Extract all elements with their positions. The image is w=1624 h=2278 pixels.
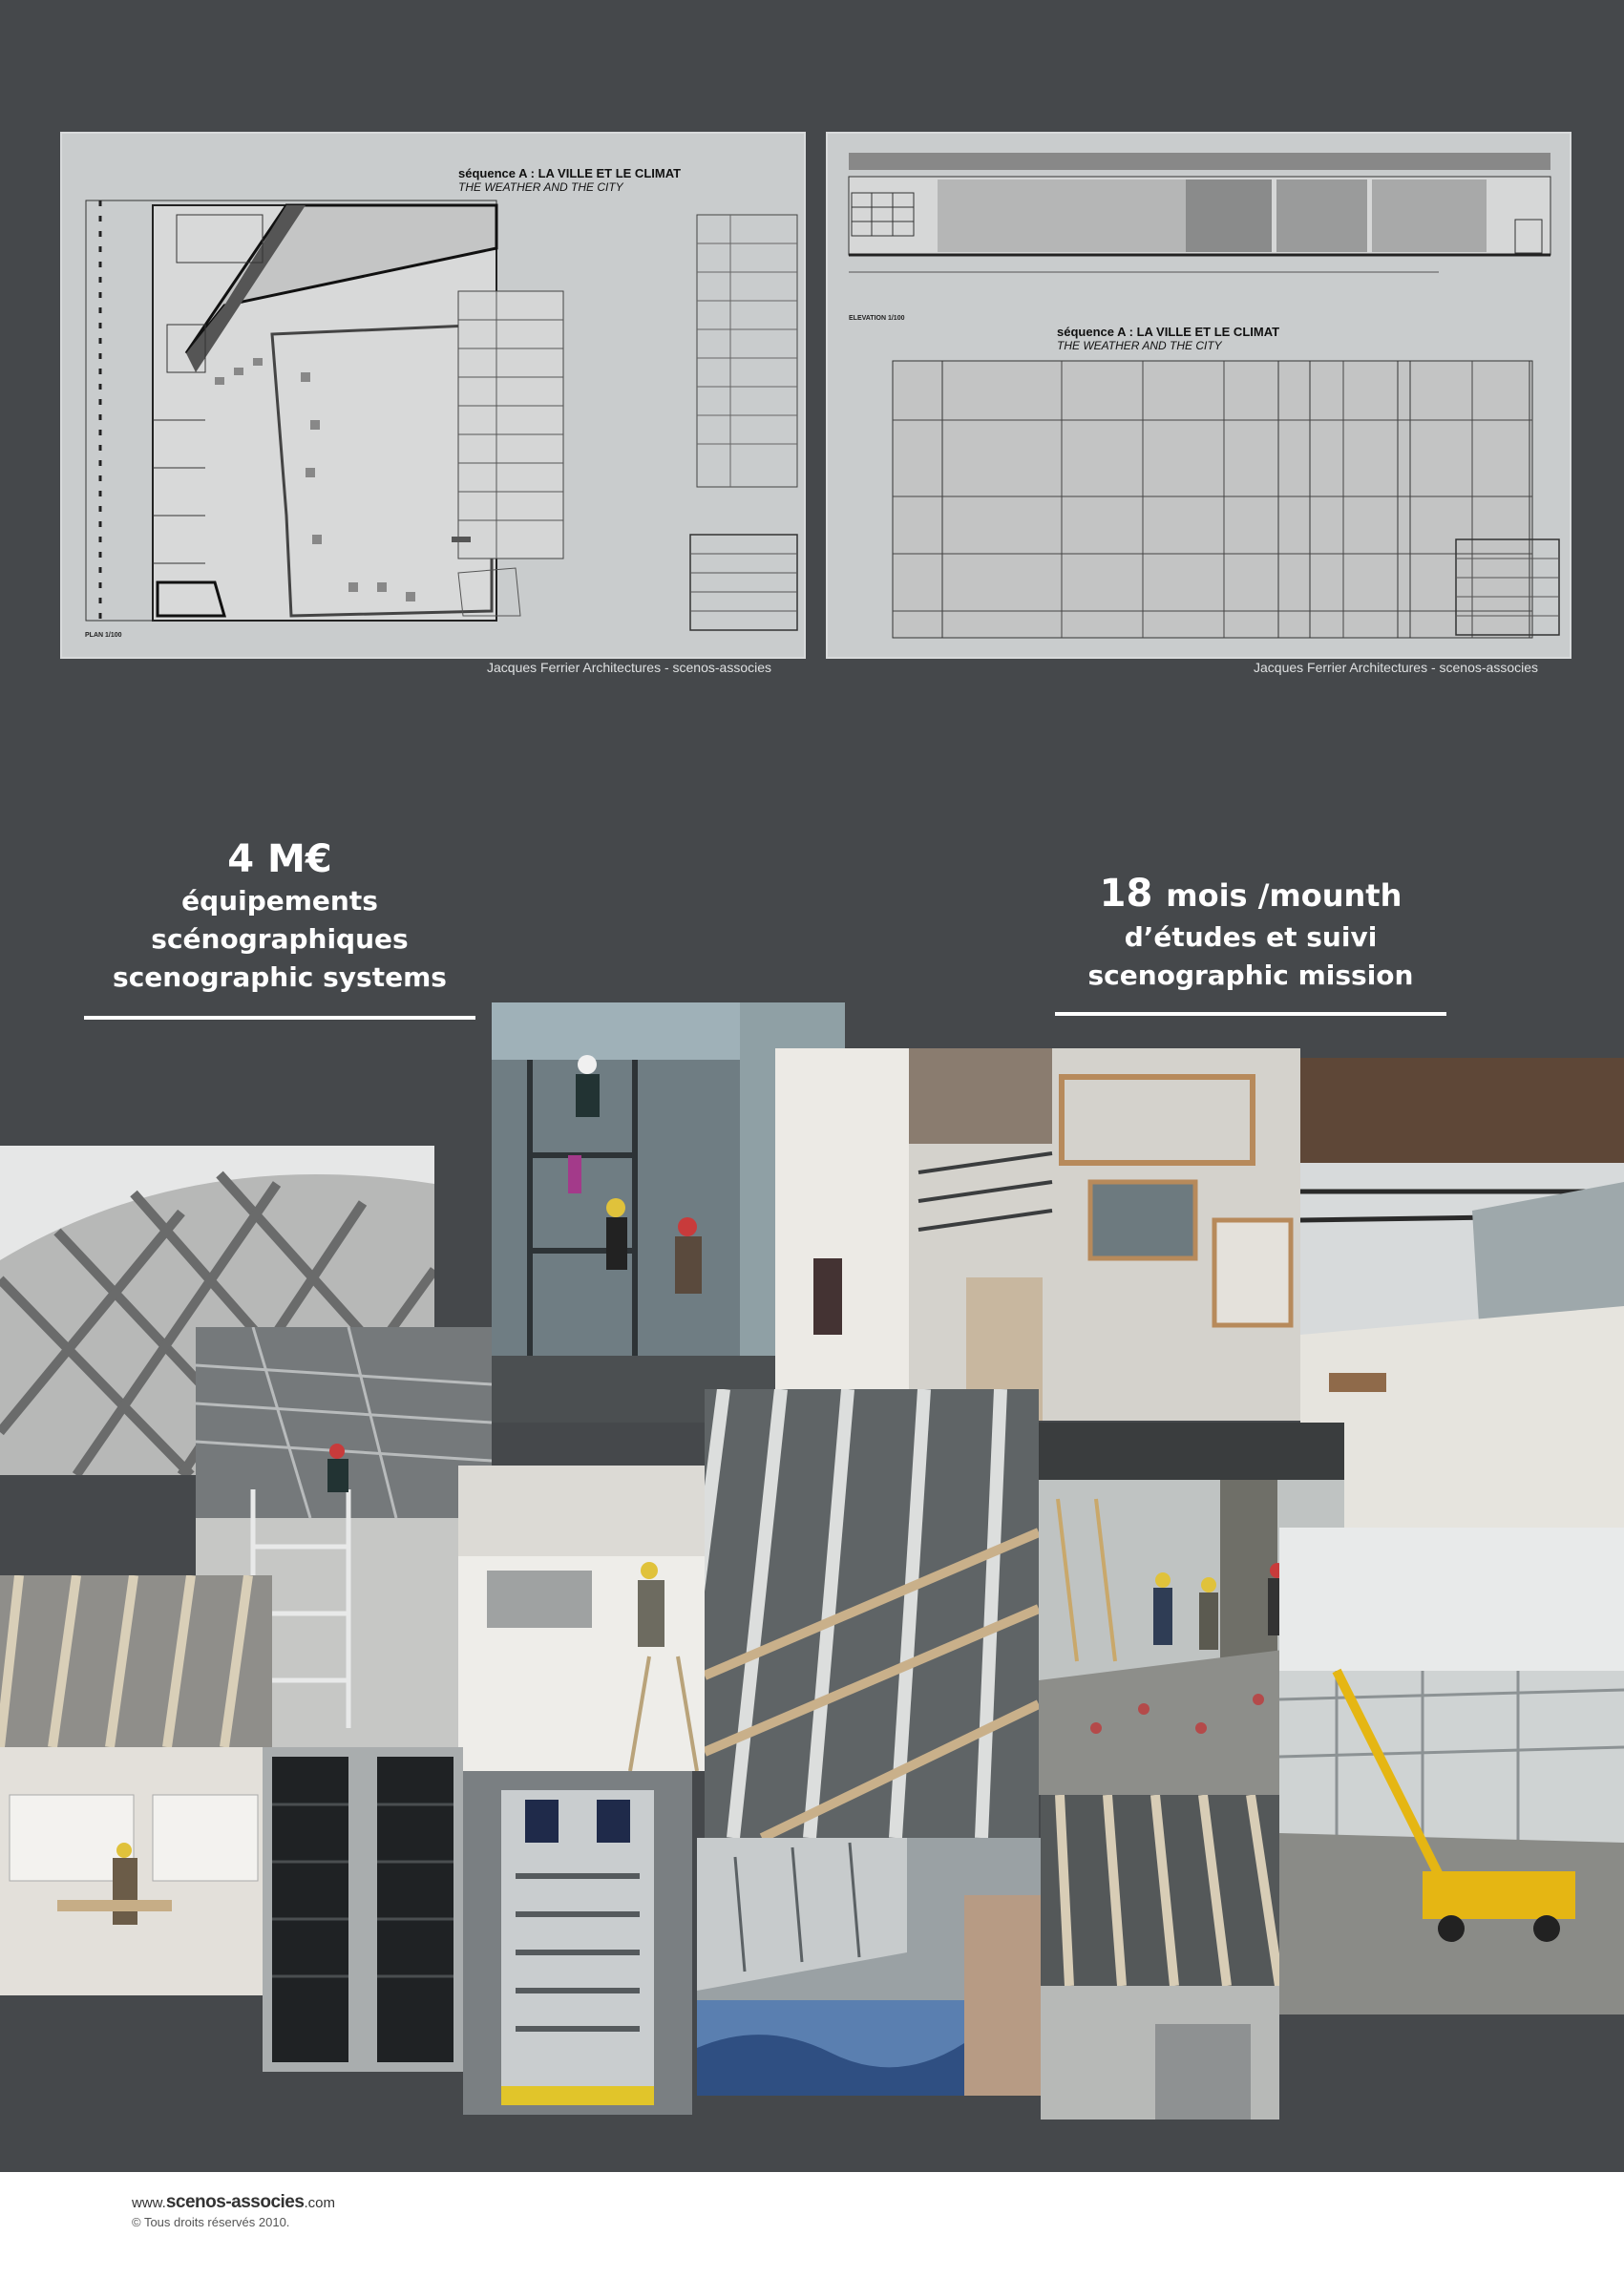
photo-electrical-cabinet bbox=[463, 1771, 692, 2115]
credit-left: Jacques Ferrier Architectures - scenos-associes bbox=[487, 660, 771, 675]
elevation-scale-label: ELEVATION 1/100 bbox=[849, 315, 905, 322]
site-suffix: .com bbox=[304, 2195, 335, 2211]
elevation-drawing bbox=[828, 134, 1570, 657]
website-link[interactable] bbox=[132, 2192, 335, 2213]
credit-right: Jacques Ferrier Architectures - scenos-associes bbox=[1254, 660, 1538, 675]
plan-drawing-sheet bbox=[60, 132, 806, 659]
budget-underline bbox=[84, 1016, 475, 1020]
sequence-prefix: séquence A : bbox=[1057, 325, 1133, 339]
photo-blue-mural bbox=[697, 1838, 1041, 2096]
duration-underline bbox=[1055, 1012, 1446, 1016]
budget-line-2: scenographic systems bbox=[113, 961, 447, 993]
duration-stat bbox=[1050, 871, 1451, 1016]
photo-display-niches bbox=[775, 1048, 1300, 1421]
sequence-title: LA VILLE ET LE CLIMAT bbox=[538, 166, 682, 180]
duration-value bbox=[1050, 871, 1451, 918]
budget-stat bbox=[74, 836, 485, 1020]
sequence-title: LA VILLE ET LE CLIMAT bbox=[1136, 325, 1280, 339]
sequence-heading-right bbox=[1057, 325, 1279, 352]
budget-line-1: équipements scénographiques bbox=[151, 885, 409, 955]
floor-plan-drawing bbox=[62, 134, 804, 657]
plan-scale-label: PLAN 1/100 bbox=[85, 632, 122, 639]
elevation-drawing-sheet bbox=[826, 132, 1571, 659]
sequence-heading-left bbox=[458, 166, 681, 194]
duration-unit: mois /mounth bbox=[1166, 877, 1403, 914]
sequence-prefix: séquence A : bbox=[458, 166, 535, 180]
budget-value: 4 M€ bbox=[227, 837, 332, 881]
photo-ceiling-slats bbox=[1041, 1795, 1279, 2120]
sequence-subtitle: THE WEATHER AND THE CITY bbox=[1057, 339, 1222, 352]
photo-diagonal-beams bbox=[705, 1389, 1039, 1838]
copyright: © Tous droits réservés 2010. bbox=[132, 2215, 290, 2229]
duration-line-1: d’études et suivi bbox=[1124, 921, 1378, 953]
photo-server-racks bbox=[263, 1747, 463, 2072]
photo-crane-atrium bbox=[1279, 1528, 1624, 2014]
photo-ceiling-grid bbox=[0, 1575, 272, 1995]
footer bbox=[132, 2192, 335, 2229]
site-main: scenos-associes bbox=[165, 2192, 305, 2212]
duration-number: 18 bbox=[1099, 872, 1153, 916]
sequence-subtitle: THE WEATHER AND THE CITY bbox=[458, 180, 623, 194]
site-prefix: www. bbox=[132, 2195, 166, 2211]
photo-wall-panel-install bbox=[458, 1466, 705, 1771]
duration-line-2: scenographic mission bbox=[1087, 960, 1414, 991]
photo-glass-corridor bbox=[1300, 1058, 1624, 1530]
